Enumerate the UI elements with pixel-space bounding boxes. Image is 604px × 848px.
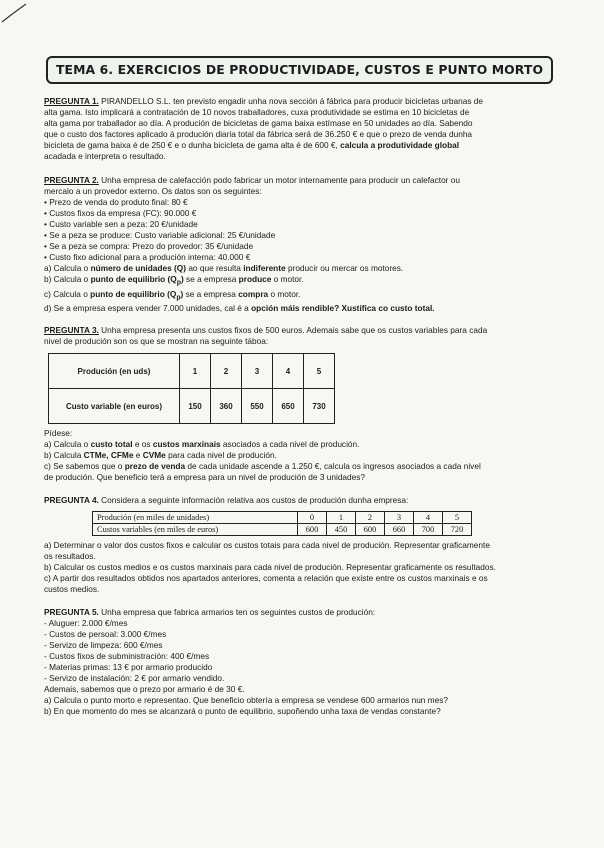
sub-question-c [44, 289, 544, 304]
question-2 [44, 175, 544, 314]
bold-text: compra [238, 288, 269, 299]
text-line: mercalo a un provedor externo. Os datos son os seguintes: [44, 186, 262, 196]
table-row [49, 389, 335, 424]
text: e os [132, 439, 153, 450]
text: se a empresa [183, 288, 239, 299]
title-box [46, 56, 553, 84]
text: para cada nivel de produción. [165, 450, 277, 461]
list-item: - Aluguer: 2.000 €/mes [44, 618, 128, 629]
subscript: p [176, 294, 181, 302]
text: o motor. [271, 274, 304, 284]
bold-text: ) [180, 274, 184, 284]
bold-text: punto de equilibrio (Q [90, 274, 177, 284]
pen-mark [0, 0, 40, 30]
list-item: - Materias primas: 13 € por armario producido [44, 662, 213, 673]
text-line: que o custo dos factores aplicado á produción diaria total da fábrica será de 36.250 € e que o prezo de venda dunha [44, 129, 473, 139]
table-row [93, 512, 472, 524]
sub-question-a [44, 439, 544, 450]
table-cell: 150 [180, 389, 211, 424]
text-line: PIRANDELLO S.L. ten previsto engadir unha nova sección á fábrica para producir bicicletas urbanas de [98, 96, 484, 106]
text: de cada unidade ascende a 1.250 €, calcula os ingresos asociados a cada nivel [185, 461, 481, 472]
text: b) Calcula [44, 450, 84, 461]
row-header: Custos variables (en miles de euros) [93, 524, 298, 536]
bold-text: opción máis rendible? Xustifica co custo total. [251, 303, 435, 314]
table-cell: 5 [304, 354, 335, 389]
list-item: • Se a peza se compra: Prezo do provedor: 35 €/unidade [44, 241, 254, 251]
question-2-label: PREGUNTA 2. [44, 175, 99, 185]
list-item: • Se a peza se produce: Custo variable adicional: 25 €/unidade [44, 230, 276, 240]
variable-cost-table [48, 353, 335, 424]
bold-text: ) [180, 288, 184, 299]
bold-text: calcula a produtividade global [340, 140, 460, 150]
table-cell: 5 [443, 512, 472, 524]
list-item: • Custos fixos da empresa (FC): 90.000 € [44, 208, 197, 218]
text: asociados a cada nivel de produción. [220, 439, 360, 450]
table-cell: 1 [327, 512, 356, 524]
table-cell: 450 [327, 524, 356, 536]
text: b) Calcula o [44, 274, 91, 284]
table-row [49, 354, 335, 389]
text-line: b) En que momento do mes se alcanzará o punto de equilibrio, supoñendo unha taxa de vendas constante? [44, 706, 441, 717]
row-header: Produción (en uds) [49, 354, 180, 389]
row-header: Custo variable (en euros) [49, 389, 180, 424]
text: e [133, 450, 143, 461]
list-item: • Custo fixo adicional para a produción interna: 40.000 € [44, 252, 251, 262]
text-line: a) Determinar o valor dos custos fixos e calcular os custos totais para cada nivel de produción. Representar graficamente [44, 540, 490, 551]
list-item: • Prezo de venda do produto final: 80 € [44, 197, 188, 207]
table-cell: 3 [385, 512, 414, 524]
text-line: Pídese: [44, 428, 73, 439]
text-line: Ademais, sabemos que o prezo por armario é de 30 €. [44, 684, 245, 695]
row-header: Produción (en miles de unidades) [93, 512, 298, 524]
sub-question-b [44, 450, 544, 461]
table-cell: 3 [242, 354, 273, 389]
text-line: alta gama. Isto implicará a contratación de 10 novos traballadores, cuxa produtividade se estima en 10 bicicletas de [44, 107, 470, 117]
question-3 [44, 325, 544, 483]
text: se a empresa [183, 274, 239, 284]
table-cell: 660 [385, 524, 414, 536]
bold-text: prezo de venda [124, 461, 186, 472]
list-item: - Servizo de instalación: 2 € por armario vendido. [44, 673, 225, 684]
bold-text: custo total [90, 439, 133, 450]
text: a) Calcula o [44, 439, 91, 450]
question-1-label: PREGUNTA 1. [44, 96, 99, 106]
text-line: bicicleta de gama baixa é de 250 € e o dunha bicicleta de gama alta é de 600 €, [44, 140, 341, 150]
table-cell: 2 [356, 512, 385, 524]
table-cell: 600 [298, 524, 327, 536]
text-line: Considera a seguinte información relativa aos custos de produción dunha empresa: [98, 495, 409, 506]
question-4-label: PREGUNTA 4. [44, 495, 99, 506]
bold-text: CTMe, CFMe [83, 450, 134, 461]
text: ao que resulta [186, 263, 244, 273]
text-line: c) A partir dos resultados obtidos nos apartados anteriores, comenta a relación que existe entre os custos marxinais e os [44, 573, 488, 584]
list-item: - Custos fixos de subministración: 400 €/mes [44, 651, 210, 662]
table-cell: 0 [298, 512, 327, 524]
text-line: Unha empresa presenta uns custos fixos de 500 euros. Ademais sabe que os custos variables para cada [98, 325, 488, 336]
subscript: p [176, 279, 181, 287]
table-cell: 4 [414, 512, 443, 524]
text: a) Calcula o [44, 263, 91, 273]
exercise-sheet [44, 56, 544, 717]
text: c) Se sabemos que o [44, 461, 125, 472]
table-cell: 650 [273, 389, 304, 424]
text-line: a) Calcula o punto morto e representao. Que beneficio obtería a empresa se vendese 600 armarios nun mes? [44, 695, 449, 706]
bold-text: custos marxinais [152, 439, 221, 450]
text: producir ou mercar os motores. [285, 263, 404, 273]
page-title: TEMA 6. EXERCICIOS DE PRODUCTIVIDADE, CUSTOS E PUNTO MORTO [56, 62, 544, 77]
bold-text: CVMe [142, 450, 166, 461]
bold-text: produce [238, 274, 272, 284]
list-item: - Custos de persoal: 3.000 €/mes [44, 629, 167, 640]
sub-question-c [44, 461, 544, 472]
list-item: • Custo variable sen a peza: 20 €/unidade [44, 219, 198, 229]
list-item: - Servizo de limpeza: 600 €/mes [44, 640, 163, 651]
question-3-label: PREGUNTA 3. [44, 325, 99, 336]
production-cost-table [92, 511, 472, 536]
text-line: de produción. Que beneficio terá a empresa para un nivel de produción de 3 unidades? [44, 472, 366, 483]
table-cell: 4 [273, 354, 304, 389]
text: o motor. [268, 288, 301, 299]
sub-question-a [44, 263, 544, 274]
text-line: b) Calcular os custos medios e os custos marxinais para cada nivel de produción. Representar graficamente os resultados. [44, 562, 496, 573]
table-cell: 700 [414, 524, 443, 536]
bold-text: indiferente [243, 263, 286, 273]
bold-text: número de unidades (Q) [90, 263, 187, 273]
table-cell: 1 [180, 354, 211, 389]
table-cell: 720 [443, 524, 472, 536]
text-line: alta gama por traballador ao día. A produción de bicicletas de gama baixa estímase en 50 unidades ao día. Sabendo [44, 118, 473, 128]
table-row [93, 524, 472, 536]
table-cell: 360 [211, 389, 242, 424]
question-4 [44, 495, 544, 595]
text-line: os resultados. [44, 551, 96, 562]
table-cell: 550 [242, 389, 273, 424]
text: d) Se a empresa espera vender 7.000 unidades, cal é a [44, 303, 252, 314]
bold-text: punto de equilibrio (Q [90, 288, 177, 299]
text-line: acadada e interpreta o resultado. [44, 151, 166, 161]
text-line: nivel de produción son os que se mostran na seguinte táboa: [44, 336, 269, 347]
question-1 [44, 96, 544, 162]
text-line: Unha empresa de calefacción podo fabricar un motor internamente para producir un calefactor ou [98, 175, 460, 185]
sub-question-d [44, 303, 544, 314]
table-cell: 600 [356, 524, 385, 536]
text: c) Calcula o [44, 288, 91, 299]
sub-question-b [44, 274, 544, 289]
text-line: Unha empresa que fabrica armarios ten os seguintes custos de produción: [98, 607, 376, 618]
text-line: custos medios. [44, 584, 100, 595]
table-cell: 2 [211, 354, 242, 389]
question-5-label: PREGUNTA 5. [44, 607, 99, 618]
table-cell: 730 [304, 389, 335, 424]
question-5 [44, 607, 544, 717]
